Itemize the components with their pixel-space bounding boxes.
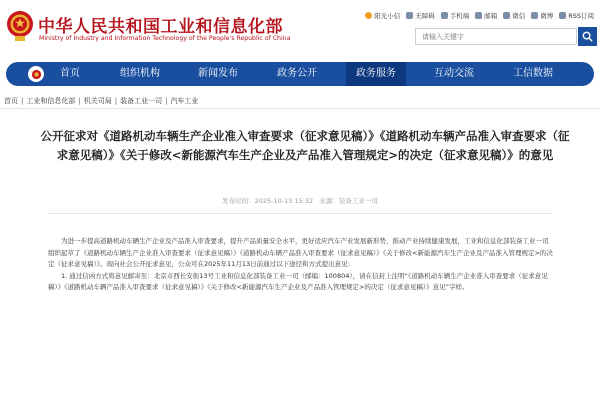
search-button[interactable]	[578, 27, 597, 46]
source-label: 来源：	[319, 197, 339, 205]
top-link-accessibility[interactable]: 无障碍	[406, 11, 435, 20]
breadcrumb-equipment-dept[interactable]: 装备工业一司	[120, 97, 163, 105]
publish-date: 2025-10-13 15:32	[254, 197, 314, 205]
breadcrumb-separator: |	[21, 97, 24, 105]
nav-item-news[interactable]: 新闻发布	[198, 68, 238, 79]
wechat-icon	[503, 12, 510, 19]
breadcrumb-auto[interactable]: 汽车工业	[170, 97, 199, 105]
national-emblem-icon[interactable]	[6, 10, 34, 42]
article-paragraph: 1. 通过信函方式将意见邮寄至：北京市西长安街13号工业和信息化部装备工业一司（邮编：100804），请在信封上注明“《道路机动车辆生产企业准入审查要求（征求意见稿）》《道路机动车辆产品准入审查要求（征求意见稿）》《关于修改<新能源汽车生产企业及产品准入管理规定>的决定（征求意见稿）》意见”字样。	[48, 271, 548, 291]
article-paragraph: 为进一步提高道路机动车辆生产企业及产品准入审查要求，提升产品质量安全水平，更好适应汽车产业发展新形势，推动产业持续健康发展，工业和信息化部装备工业一司组织起草了《道路机动车辆生产企业准入审查要求（征求意见稿）》《道路机动车辆产品准入审查要求（征求意见稿）》《关于修改<新能源汽车生产企业及产品准入管理规定>的决定（征求意见稿）》。现向社会公开征求意见，公众可在2025年11月13日前通过以下途径和方式提出意见：	[48, 237, 553, 268]
breadcrumb-departments[interactable]: 机关司局	[83, 97, 112, 105]
rss-icon	[559, 12, 566, 19]
search-icon	[582, 31, 593, 42]
top-links	[365, 11, 594, 20]
breadcrumb-separator: |	[114, 97, 118, 105]
weibo-icon	[531, 12, 538, 19]
mobile-icon	[441, 12, 448, 19]
breadcrumb-ministry[interactable]: 工业和信息化部	[26, 97, 76, 105]
site-header	[0, 0, 600, 62]
nav-item-gov-affairs[interactable]: 政务公开	[277, 68, 317, 79]
accessibility-icon	[406, 12, 413, 19]
article-source: 装备工业一司	[338, 197, 378, 205]
nav-item-gov-services[interactable]: 政务服务	[346, 62, 406, 86]
article-meta	[0, 196, 600, 205]
top-link-weibo[interactable]: 微博	[531, 11, 553, 20]
mail-icon	[475, 12, 482, 19]
breadcrumb-divider	[0, 108, 600, 109]
article-title: 公开征求对《道路机动车辆生产企业准入审查要求（征求意见稿）》《道路机动车辆产品准入审查要求（征求意见稿）》《关于修改<新能源汽车生产企业及产品准入管理规定>的决定（征求意见稿）》的意见	[40, 129, 570, 162]
nav-item-organization[interactable]: 组织机构	[120, 68, 160, 79]
emblem-mini-icon	[31, 69, 42, 80]
nav-item-interaction[interactable]: 互动交流	[434, 68, 474, 79]
article-body	[48, 236, 553, 294]
nav-item-data[interactable]: 工信数据	[513, 68, 553, 79]
sun-icon	[365, 12, 372, 19]
top-link-rss[interactable]: RSS订阅	[559, 11, 594, 20]
meta-divider	[48, 213, 552, 214]
nav-item-home[interactable]: 首页	[60, 68, 80, 79]
top-link-wechat[interactable]: 微信	[503, 11, 525, 20]
breadcrumb-home[interactable]: 首页	[4, 97, 18, 105]
top-link-mobile[interactable]: 手机端	[441, 11, 470, 20]
home-icon[interactable]	[28, 66, 44, 82]
top-link-mail[interactable]: 邮箱	[475, 11, 497, 20]
main-nav	[6, 62, 594, 86]
site-subtitle-en: Ministry of Industry and Information Technology of the People's Republic of China	[39, 35, 291, 42]
breadcrumb-separator: |	[165, 97, 168, 105]
site-title[interactable]: 中华人民共和国工业和信息化部	[38, 17, 283, 37]
breadcrumb	[4, 96, 198, 106]
breadcrumb-separator: |	[78, 97, 81, 105]
date-label: 发布时间：	[222, 197, 255, 205]
top-link-sunshine[interactable]: 阳光小信	[365, 11, 400, 20]
search-input[interactable]	[415, 28, 577, 45]
